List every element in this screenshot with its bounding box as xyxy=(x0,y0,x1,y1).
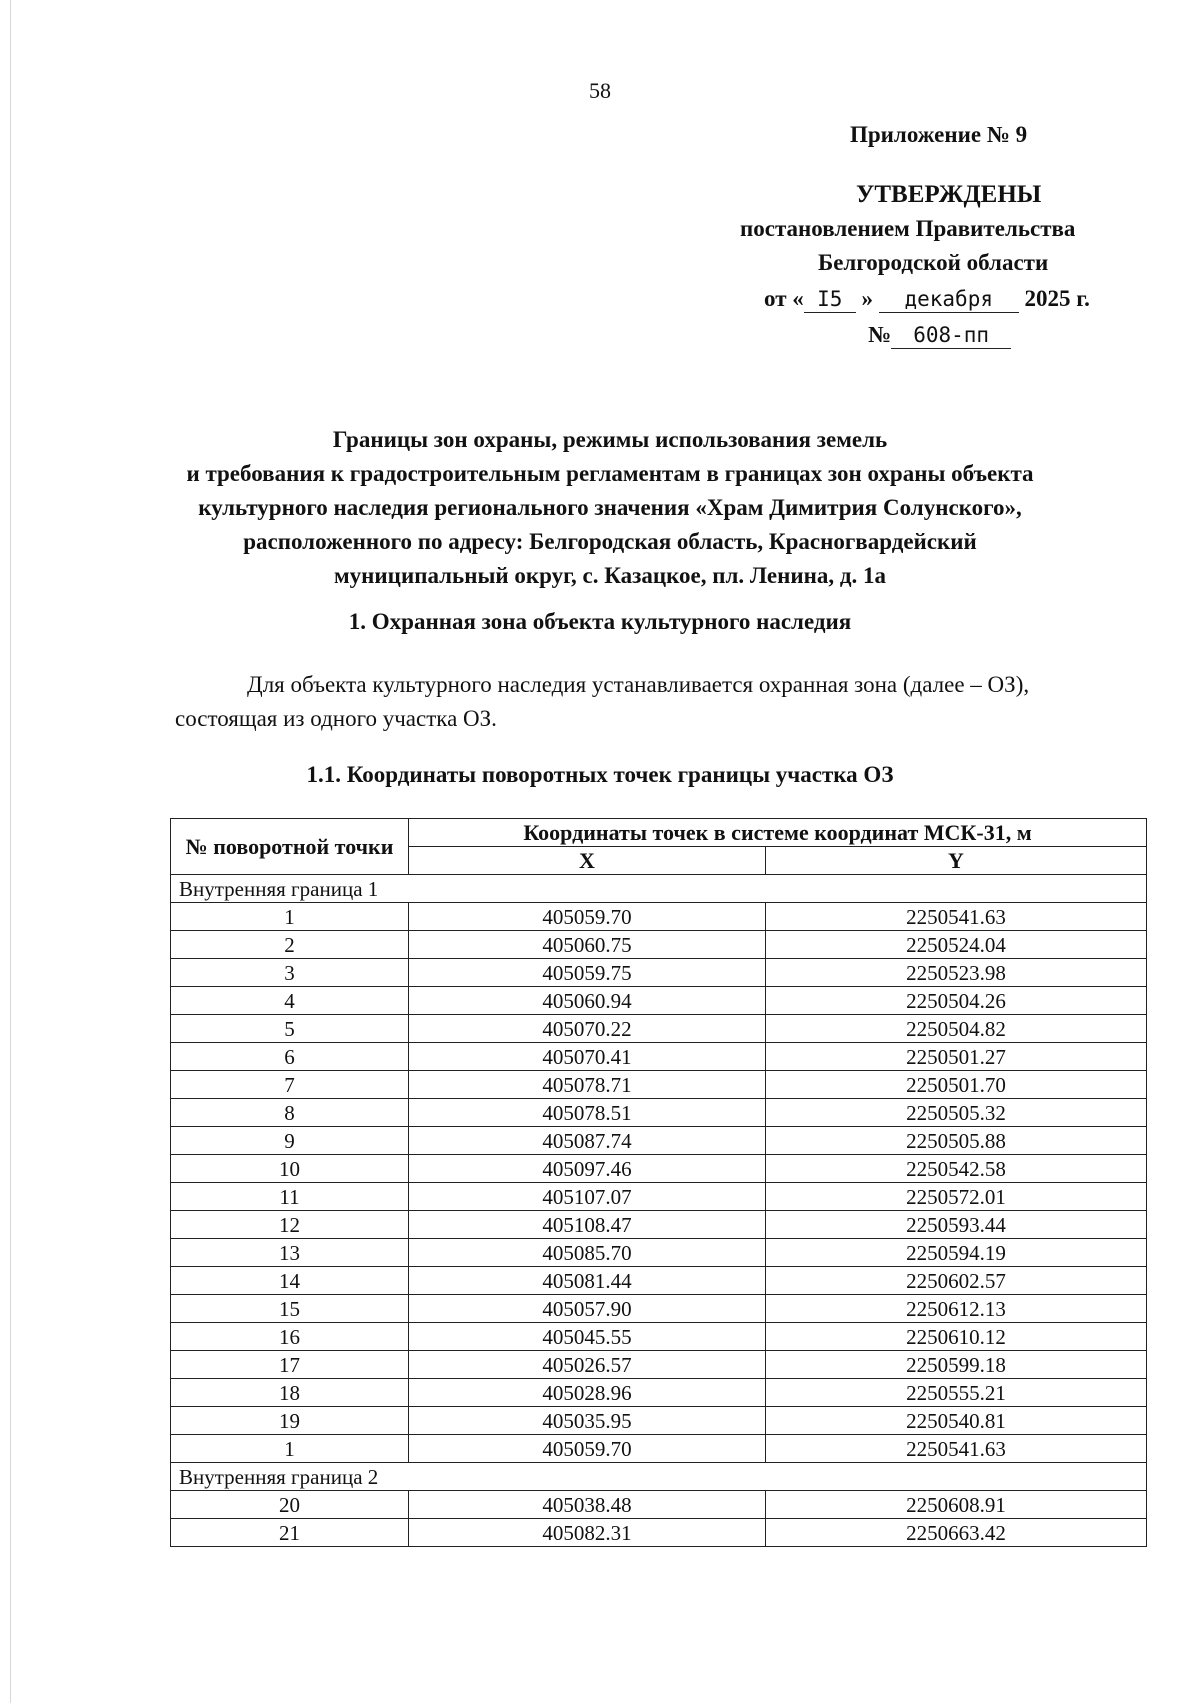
y-coordinate-cell: 2250540.81 xyxy=(766,1407,1147,1435)
paragraph-line: состоящая из одного участка ОЗ. xyxy=(175,706,497,731)
point-number-header: № поворотной точки xyxy=(171,819,409,875)
point-number-cell: 19 xyxy=(171,1407,409,1435)
decree-number-line xyxy=(868,318,1011,352)
table-row xyxy=(171,1183,1147,1211)
table-row xyxy=(171,959,1147,987)
boundary-group-row xyxy=(171,875,1147,903)
region-line: Белгородской области xyxy=(818,250,1049,275)
table-row xyxy=(171,1407,1147,1435)
approved-by-line: постановлением Правительства xyxy=(740,216,1076,241)
table-row xyxy=(171,903,1147,931)
boundary-group-row xyxy=(171,1463,1147,1491)
title-line: и требования к градостроительным регламентам в границах зон охраны объекта xyxy=(186,461,1034,486)
paragraph-line: Для объекта культурного наследия устанавливается охранная зона (далее – ОЗ), xyxy=(247,672,1030,697)
point-number-cell: 18 xyxy=(171,1379,409,1407)
point-number-cell: 1 xyxy=(171,1435,409,1463)
section-1-heading: 1. Охранная зона объекта культурного наследия xyxy=(348,609,852,634)
decree-number-value: 608-пп xyxy=(891,322,1011,349)
point-number-cell: 15 xyxy=(171,1295,409,1323)
table-row xyxy=(171,1015,1147,1043)
x-coordinate-cell: 405059.75 xyxy=(409,959,766,987)
point-number-cell: 3 xyxy=(171,959,409,987)
x-coordinate-cell: 405057.90 xyxy=(409,1295,766,1323)
point-number-cell: 4 xyxy=(171,987,409,1015)
y-coordinate-cell: 2250610.12 xyxy=(766,1323,1147,1351)
section-1-paragraph xyxy=(175,668,1155,736)
table-row xyxy=(171,1071,1147,1099)
y-coordinate-cell: 2250612.13 xyxy=(766,1295,1147,1323)
y-coordinate-cell: 2250541.63 xyxy=(766,1435,1147,1463)
decree-date-line xyxy=(764,282,1090,316)
x-coordinate-cell: 405097.46 xyxy=(409,1155,766,1183)
y-coordinate-cell: 2250504.26 xyxy=(766,987,1147,1015)
title-line: Границы зон охраны, режимы использования земель xyxy=(332,427,888,452)
y-coordinate-cell: 2250608.91 xyxy=(766,1491,1147,1519)
document-title xyxy=(160,423,1060,593)
coordinates-header: Координаты точек в системе координат МСК-31, м xyxy=(409,819,1147,847)
y-coordinate-cell: 2250505.88 xyxy=(766,1127,1147,1155)
table-row xyxy=(171,1099,1147,1127)
y-coordinate-cell: 2250541.63 xyxy=(766,903,1147,931)
point-number-cell: 21 xyxy=(171,1519,409,1547)
x-coordinate-cell: 405107.07 xyxy=(409,1183,766,1211)
table-row xyxy=(171,1295,1147,1323)
table-row xyxy=(171,987,1147,1015)
date-year: 2025 г. xyxy=(1024,286,1090,311)
x-coordinate-cell: 405060.94 xyxy=(409,987,766,1015)
y-coordinate-cell: 2250501.70 xyxy=(766,1071,1147,1099)
point-number-cell: 10 xyxy=(171,1155,409,1183)
title-line: расположенного по адресу: Белгородская область, Красногвардейский xyxy=(243,529,977,554)
x-coordinate-cell: 405081.44 xyxy=(409,1267,766,1295)
x-coordinate-cell: 405059.70 xyxy=(409,903,766,931)
point-number-cell: 2 xyxy=(171,931,409,959)
point-number-cell: 12 xyxy=(171,1211,409,1239)
x-coordinate-cell: 405087.74 xyxy=(409,1127,766,1155)
x-coordinate-cell: 405045.55 xyxy=(409,1323,766,1351)
date-day-value: I5 xyxy=(804,286,856,313)
coordinates-table-body xyxy=(171,875,1147,1547)
date-month-value: декабря xyxy=(879,286,1019,313)
table-row xyxy=(171,1323,1147,1351)
point-number-cell: 7 xyxy=(171,1071,409,1099)
table-header-row xyxy=(171,819,1147,847)
table-row xyxy=(171,1155,1147,1183)
y-coordinate-cell: 2250663.42 xyxy=(766,1519,1147,1547)
title-line: культурного наследия регионального значения «Храм Димитрия Солунского», xyxy=(198,495,1022,520)
point-number-cell: 17 xyxy=(171,1351,409,1379)
point-number-cell: 5 xyxy=(171,1015,409,1043)
y-coordinate-cell: 2250572.01 xyxy=(766,1183,1147,1211)
table-row xyxy=(171,1519,1147,1547)
y-coordinate-cell: 2250555.21 xyxy=(766,1379,1147,1407)
point-number-cell: 20 xyxy=(171,1491,409,1519)
date-prefix: от « xyxy=(764,286,804,311)
point-number-cell: 13 xyxy=(171,1239,409,1267)
y-coordinate-cell: 2250505.32 xyxy=(766,1099,1147,1127)
section-1-1-heading: 1.1. Координаты поворотных точек границы участка ОЗ xyxy=(306,762,894,787)
x-coordinate-cell: 405078.51 xyxy=(409,1099,766,1127)
x-coordinate-cell: 405108.47 xyxy=(409,1211,766,1239)
x-coordinate-cell: 405028.96 xyxy=(409,1379,766,1407)
x-coordinate-cell: 405038.48 xyxy=(409,1491,766,1519)
x-coordinate-cell: 405026.57 xyxy=(409,1351,766,1379)
x-coordinate-cell: 405078.71 xyxy=(409,1071,766,1099)
x-column-header: X xyxy=(409,847,766,875)
y-coordinate-cell: 2250599.18 xyxy=(766,1351,1147,1379)
point-number-cell: 11 xyxy=(171,1183,409,1211)
y-coordinate-cell: 2250594.19 xyxy=(766,1239,1147,1267)
table-row xyxy=(171,1379,1147,1407)
y-column-header: Y xyxy=(766,847,1147,875)
x-coordinate-cell: 405085.70 xyxy=(409,1239,766,1267)
y-coordinate-cell: 2250524.04 xyxy=(766,931,1147,959)
table-row xyxy=(171,1351,1147,1379)
approved-heading: УТВЕРЖДЕНЫ xyxy=(856,181,1042,208)
x-coordinate-cell: 405060.75 xyxy=(409,931,766,959)
y-coordinate-cell: 2250523.98 xyxy=(766,959,1147,987)
point-number-cell: 1 xyxy=(171,903,409,931)
x-coordinate-cell: 405059.70 xyxy=(409,1435,766,1463)
point-number-cell: 14 xyxy=(171,1267,409,1295)
y-coordinate-cell: 2250542.58 xyxy=(766,1155,1147,1183)
table-row xyxy=(171,931,1147,959)
scan-edge-line xyxy=(10,0,11,1703)
point-number-cell: 6 xyxy=(171,1043,409,1071)
coordinates-table xyxy=(170,818,1147,1547)
boundary-group-label: Внутренняя граница 2 xyxy=(171,1463,1147,1491)
y-coordinate-cell: 2250602.57 xyxy=(766,1267,1147,1295)
table-row xyxy=(171,1127,1147,1155)
y-coordinate-cell: 2250593.44 xyxy=(766,1211,1147,1239)
x-coordinate-cell: 405070.22 xyxy=(409,1015,766,1043)
table-row xyxy=(171,1239,1147,1267)
date-mid: » xyxy=(861,286,873,311)
x-coordinate-cell: 405082.31 xyxy=(409,1519,766,1547)
page-number: 58 xyxy=(589,78,611,103)
table-row xyxy=(171,1211,1147,1239)
number-prefix: № xyxy=(868,322,892,347)
point-number-cell: 8 xyxy=(171,1099,409,1127)
point-number-cell: 9 xyxy=(171,1127,409,1155)
title-line: муниципальный округ, с. Казацкое, пл. Ленина, д. 1а xyxy=(334,563,886,588)
x-coordinate-cell: 405070.41 xyxy=(409,1043,766,1071)
y-coordinate-cell: 2250501.27 xyxy=(766,1043,1147,1071)
appendix-label: Приложение № 9 xyxy=(850,122,1028,147)
point-number-cell: 16 xyxy=(171,1323,409,1351)
table-row xyxy=(171,1435,1147,1463)
boundary-group-label: Внутренняя граница 1 xyxy=(171,875,1147,903)
table-row xyxy=(171,1491,1147,1519)
y-coordinate-cell: 2250504.82 xyxy=(766,1015,1147,1043)
table-row xyxy=(171,1043,1147,1071)
x-coordinate-cell: 405035.95 xyxy=(409,1407,766,1435)
table-row xyxy=(171,1267,1147,1295)
